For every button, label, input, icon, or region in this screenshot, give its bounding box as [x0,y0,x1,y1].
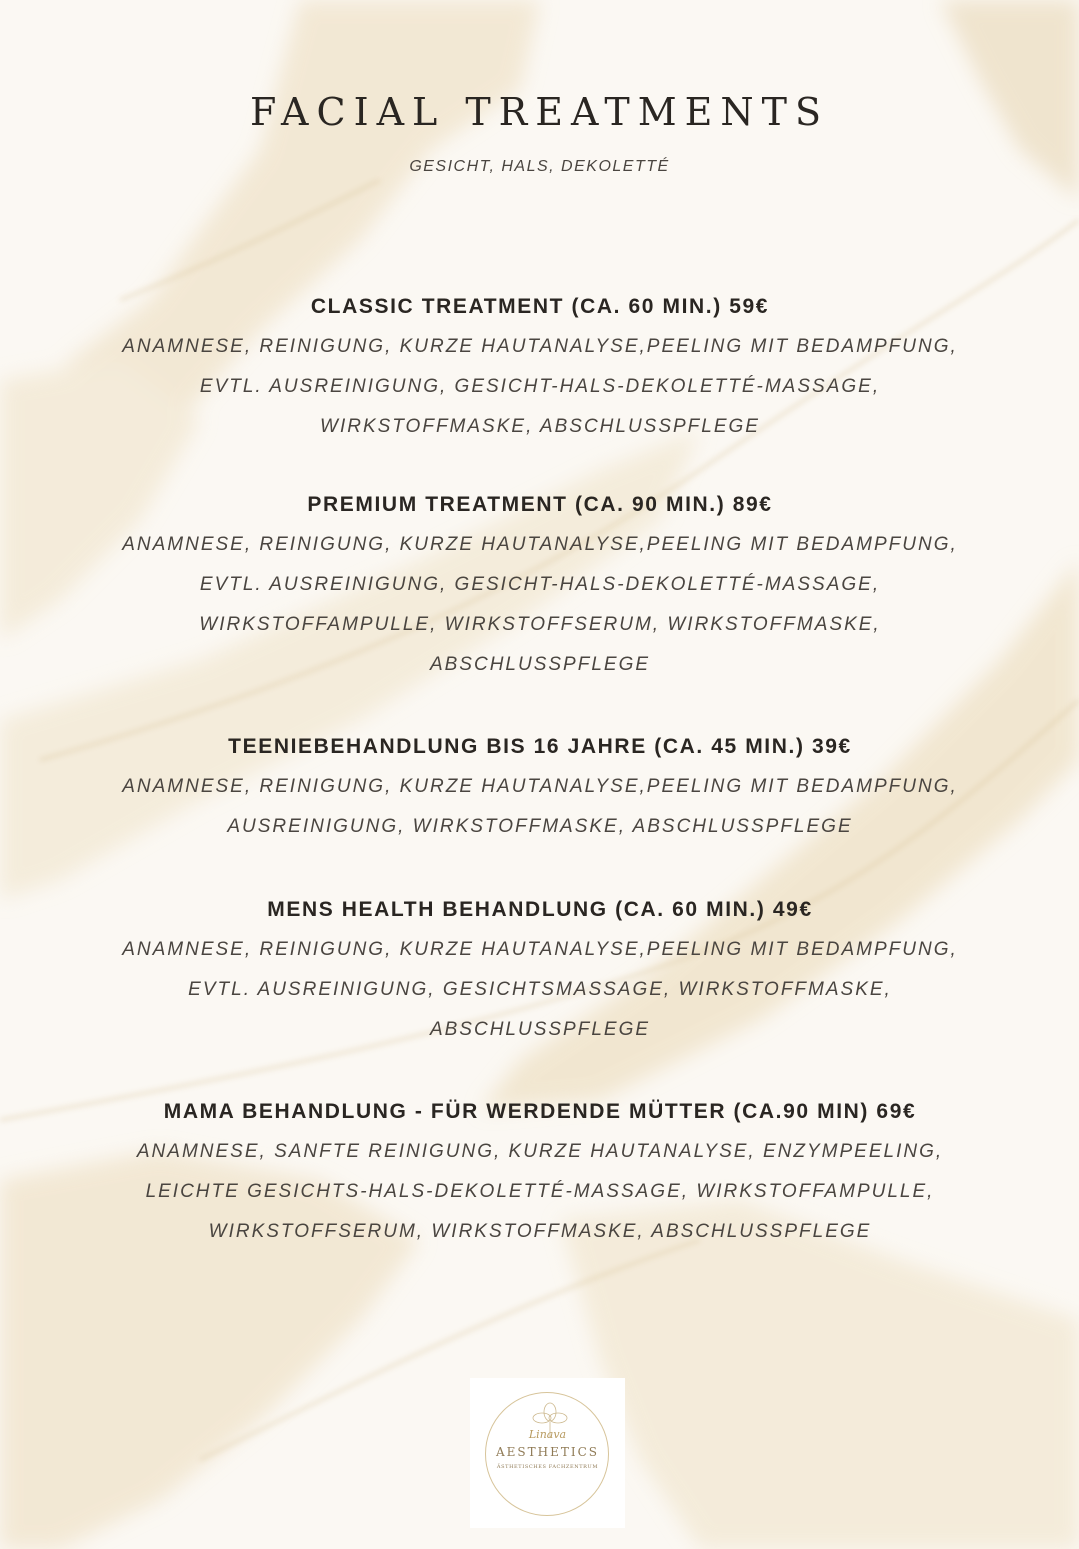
treatment-heading: PREMIUM TREATMENT (CA. 90 MIN.) 89€ [307,493,773,516]
treatment-description-line: ANAMNESE, REINIGUNG, KURZE HAUTANALYSE,PEELING MIT BEDAMPFUNG, [122,336,958,357]
treatment-heading: MENS HEALTH BEHANDLUNG (CA. 60 MIN.) 49€ [267,898,813,921]
treatment-description-line: ABSCHLUSSPFLEGE [429,1019,651,1040]
treatment-description-line: LEICHTE GESICHTS-HALS-DEKOLETTÉ-MASSAGE, WIRKSTOFFAMPULLE, [145,1181,935,1202]
page-subtitle: GESICHT, HALS, DEKOLETTÉ [409,158,670,175]
treatment-classic [40,287,1040,447]
treatment-description-line: ANAMNESE, REINIGUNG, KURZE HAUTANALYSE,PEELING MIT BEDAMPFUNG, [122,534,958,555]
treatment-heading: MAMA BEHANDLUNG - FÜR WERDENDE MÜTTER (CA.90 MIN) 69€ [163,1100,917,1123]
treatment-description-line: ANAMNESE, SANFTE REINIGUNG, KURZE HAUTANALYSE, ENZYMPEELING, [136,1141,944,1162]
treatment-description-line: AUSREINIGUNG, WIRKSTOFFMASKE, ABSCHLUSSPFLEGE [227,816,853,837]
brand-logo [470,1378,625,1528]
treatment-description-line: EVTL. AUSREINIGUNG, GESICHT-HALS-DEKOLETTÉ-MASSAGE, [199,574,881,595]
logo-script-text: Linava [528,1428,567,1441]
treatment-mama [40,1092,1040,1252]
treatment-description-line: ANAMNESE, REINIGUNG, KURZE HAUTANALYSE,PEELING MIT BEDAMPFUNG, [122,776,958,797]
treatment-description-line: EVTL. AUSREINIGUNG, GESICHT-HALS-DEKOLETTÉ-MASSAGE, [199,376,881,397]
treatment-description-line: ABSCHLUSSPFLEGE [429,654,651,675]
page-title: FACIAL TREATMENTS [249,90,830,134]
logo-name: AESTHETICS [495,1445,600,1459]
treatment-description-line: ANAMNESE, REINIGUNG, KURZE HAUTANALYSE,PEELING MIT BEDAMPFUNG, [122,939,958,960]
treatment-heading: CLASSIC TREATMENT (CA. 60 MIN.) 59€ [310,295,770,318]
treatment-premium [40,485,1040,685]
treatment-heading: TEENIEBEHANDLUNG BIS 16 JAHRE (CA. 45 MIN.) 39€ [228,735,852,758]
treatment-teenie [40,727,1040,847]
treatment-description-line: WIRKSTOFFMASKE, ABSCHLUSSPFLEGE [320,416,760,437]
treatment-description-line: WIRKSTOFFSERUM, WIRKSTOFFMASKE, ABSCHLUSSPFLEGE [208,1221,872,1242]
treatment-mens-health [40,890,1040,1050]
treatment-description-line: WIRKSTOFFAMPULLE, WIRKSTOFFSERUM, WIRKSTOFFMASKE, [199,614,881,635]
logo-tagline: ÄSTHETISCHES FACHZENTRUM [496,1464,599,1470]
treatment-description-line: EVTL. AUSREINIGUNG, GESICHTSMASSAGE, WIRKSTOFFMASKE, [188,979,892,1000]
